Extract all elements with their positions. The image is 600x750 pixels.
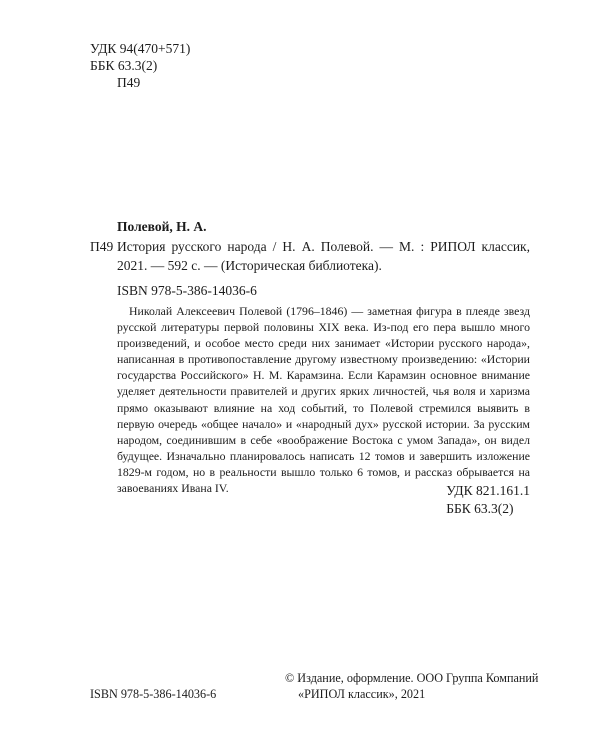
copyright-notice	[285, 670, 538, 702]
copyright-line-2: «РИПОЛ классик», 2021	[298, 687, 426, 701]
bbk-code-right: ББК 63.3(2)	[446, 501, 514, 516]
annotation	[117, 303, 530, 496]
bibliographic-description: История русского народа / Н. А. Полевой. — М. : РИПОЛ классик, 2021. — 592 с. — (Историческая библиотека).	[117, 239, 530, 273]
author-sign-top: П49	[117, 75, 141, 90]
classification-block-right	[446, 482, 530, 518]
isbn-footer: ISBN 978-5-386-14036-6	[90, 687, 217, 701]
udk-code-top: УДК 94(470+571)	[90, 41, 191, 56]
bibliographic-record	[90, 237, 530, 275]
annotation-text: Николай Алексеевич Полевой (1796–1846) — заметная фигура в плеяде звезд русской литературы первой половины XIX века. Из-под его пера вышло много произведений, и особое место среди них занимает «Истории русского народа», написанная в противопоставление другому известному произведению: «Истории государства Российского» Н. М. Карамзина. Если Карамзин основное внимание уделяет деятельности правителей и других ярких личностей, чья воля и харизма прямо оказывают влияние на ход событий, то Полевой стремился выявить в первую очередь «общее начало» и «народный дух» русской истории. За русским народом, соединившим в себе «воображение Востока с умом Запада», он видел будущее. Изначально планировалось написать 12 томов и завершить изложение 1829-м годом, но в реальности вышло только 6 томов, и рассказ обрывается на завоеваниях Ивана IV.	[117, 304, 530, 496]
author-name: Полевой, Н. А.	[117, 219, 207, 234]
author-sign: П49	[90, 239, 114, 254]
classification-block-top	[90, 40, 190, 91]
copyright-line-1: © Издание, оформление. ООО Группа Компаний	[285, 671, 539, 685]
isbn-main: ISBN 978-5-386-14036-6	[117, 283, 257, 298]
udk-code-right: УДК 821.161.1	[446, 483, 530, 498]
bbk-code-top: ББК 63.3(2)	[90, 58, 158, 73]
